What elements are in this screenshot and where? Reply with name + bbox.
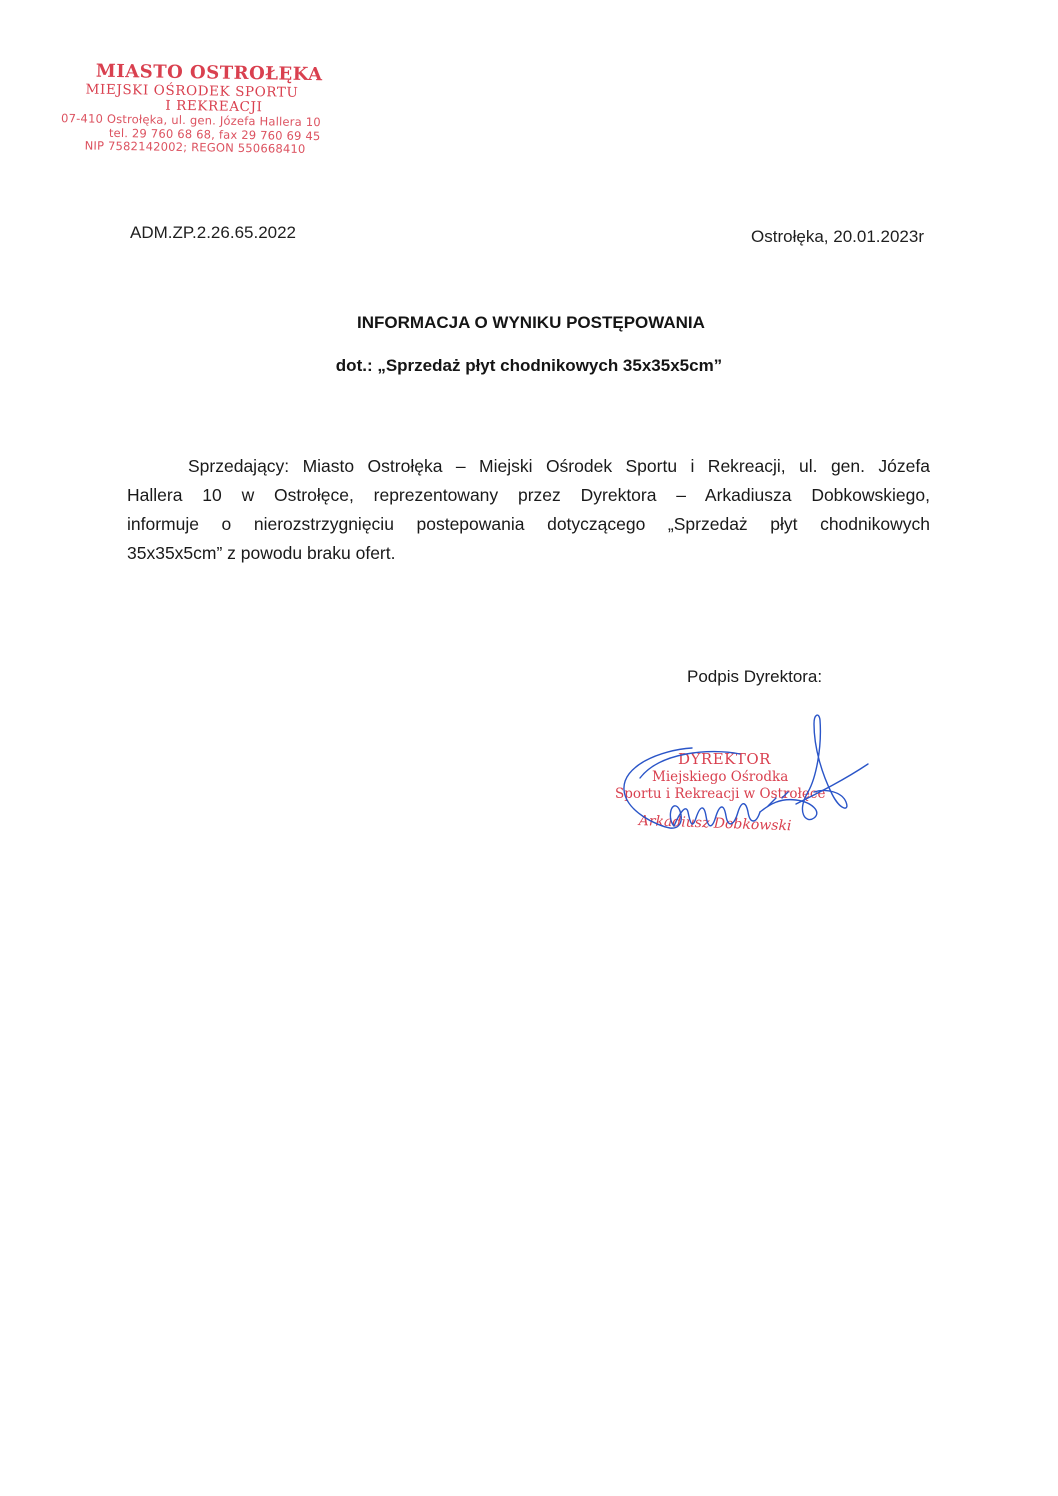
body-paragraph	[127, 452, 930, 568]
director-stamp-title: DYREKTOR	[678, 750, 771, 768]
body-line: informuje o nierozstrzygnięciu postepowania dotyczącego „Sprzedaż płyt chodnikowych	[127, 514, 930, 534]
signature-label: Podpis Dyrektora:	[687, 667, 823, 686]
stamp-phone: tel. 29 760 68 68, fax 29 760 69 45	[108, 125, 321, 143]
document-title: INFORMACJA O WYNIKU POSTĘPOWANIA	[357, 313, 705, 332]
document-subtitle: dot.: „Sprzedaż płyt chodnikowych 35x35x5cm”	[335, 356, 723, 375]
body-line: Sprzedający: Miasto Ostrołęka – Miejski Ośrodek Sportu i Rekreacji, ul. gen. Józefa	[188, 456, 930, 476]
stamp-address: 07-410 Ostrołęka, ul. gen. Józefa Hallera 10	[61, 111, 321, 130]
letter-date: Ostrołęka, 20.01.2023r	[751, 227, 924, 246]
handwritten-signature	[600, 708, 890, 858]
director-stamp-line2: Sportu i Rekreacji w Ostrołęce	[615, 785, 826, 802]
header-stamp	[55, 62, 356, 156]
body-line: 35x35x5cm” z powodu braku ofert.	[127, 543, 396, 563]
stamp-organization-line2: I REKREACJI	[165, 97, 263, 115]
stamp-tax-ids: NIP 7582142002; REGON 550668410	[84, 138, 306, 156]
body-line: Hallera 10 w Ostrołęce, reprezentowany przez Dyrektora – Arkadiusza Dobkowskiego,	[127, 485, 930, 505]
stamp-organization-line1: MIEJSKI OŚRODEK SPORTU	[85, 81, 299, 101]
stamp-city: MIASTO OSTROŁĘKA	[95, 60, 323, 86]
director-stamp-name: Arkadiusz Dobkowski	[638, 813, 792, 835]
reference-number: ADM.ZP.2.26.65.2022	[130, 223, 297, 242]
director-stamp-line1: Miejskiego Ośrodka	[652, 769, 789, 785]
